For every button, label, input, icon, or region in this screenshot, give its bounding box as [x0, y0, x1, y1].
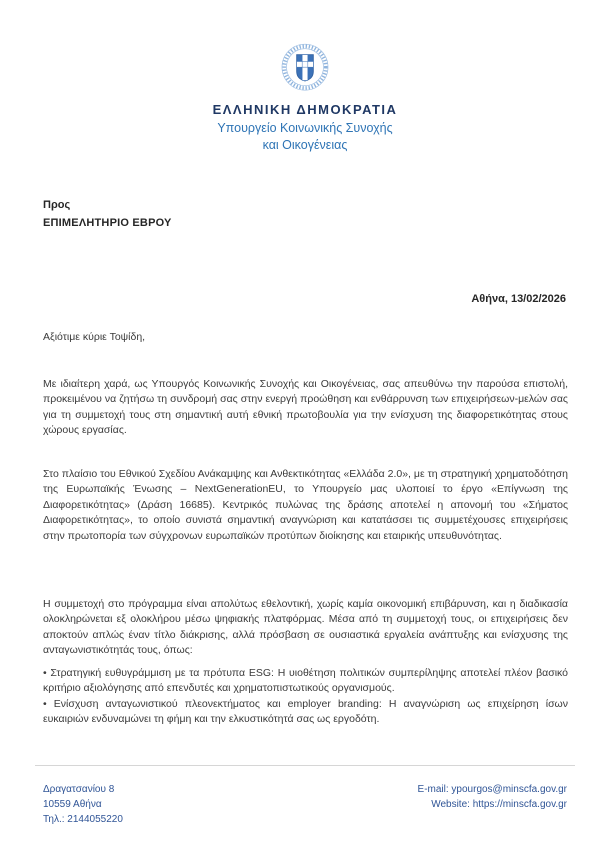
footer-email: E-mail: ypourgos@minscfa.gov.gr — [417, 784, 567, 795]
ministry-name-line2: και Οικογένειας — [262, 138, 348, 152]
footer-divider — [35, 765, 575, 766]
footer-address-line2: 10559 Αθήνα — [43, 799, 102, 810]
footer-phone: Τηλ.: 2144055220 — [43, 814, 123, 825]
bullet-item-esg: • Στρατηγική ευθυγράμμιση με τα πρότυπα ESG: Η υιοθέτηση πολιτικών συμπερίληψης αποτελεί πλέον βασικό κριτήριο αξιολόγησης από επενδυτές και χρηματοπιστωτικούς οργανισμούς. — [43, 667, 568, 695]
greek-coat-of-arms-icon — [280, 41, 330, 95]
recipient-name: ΕΠΙΜΕΛΗΤΗΡΙΟ ΕΒΡΟΥ — [43, 217, 172, 229]
republic-title: ΕΛΛΗΝΙΚΗ ΔΗΜΟΚΡΑΤΙΑ — [212, 102, 398, 117]
footer-address-line1: Δραγατσανίου 8 — [43, 784, 115, 795]
body-paragraph-2: Στο πλαίσιο του Εθνικού Σχεδίου Ανάκαμψης και Ανθεκτικότητας «Ελλάδα 2.0», με τη στρατηγική χρηματοδότηση της Ευρωπαϊκής Ένωσης – NextGenerationEU, το Υπουργείο μας υλοποιεί το έργο «Επίγνωση της Διαφορετικότητας» (Δράση 16685). Κεντρικός πυλώνας της δράσης αποτελεί η απονομή του «Σήματος Διαφορετικότητας», το οποίο συνιστά σημαντική αναγνώριση και κατατάσσει τις συμμετέχουσες επιχειρήσεις στην πρωτοπορία των σύγχρονων ευρωπαϊκών προτύπων διοίκησης και εταιρικής υπευθυνότητας. — [43, 468, 568, 542]
dateline: Αθήνα, 13/02/2026 — [471, 293, 566, 305]
salutation: Αξιότιμε κύριε Τοψίδη, — [43, 331, 146, 343]
body-paragraph-1: Με ιδιαίτερη χαρά, ως Υπουργός Κοινωνικής Συνοχής και Οικογένειας, σας απευθύνω την παρούσα επιστολή, προκειμένου να ζητήσω τη συνδρομή σας στην ενεργή προώθηση και ενθάρρυνση των επιχειρήσεων-μελών σας για τη συμμετοχή τους στη σημαντική αυτή εθνική πρωτοβουλία για την ενίσχυση της διαφορετικότητας στους χώρους εργασίας. — [43, 378, 568, 437]
recipient-label: Προς — [43, 199, 71, 211]
footer-website: Website: https://minscfa.gov.gr — [431, 799, 567, 810]
footer-address-block — [43, 782, 123, 827]
body-paragraph-3: Η συμμετοχή στο πρόγραμμα είναι απολύτως εθελοντική, χωρίς καμία οικονομική επιβάρυνση, και η διαδικασία ολοκληρώνεται εξ ολοκλήρου μέσω ψηφιακής πλατφόρμας. Μέσα από τη συμμετοχή τους, οι επιχειρήσεις δεν αποκτούν απλώς έναν τίτλο διάκρισης, αλλά πρόσβαση σε ουσιαστικά εργαλεία ανάπτυξης και ενίσχυσης της ανταγωνιστικότητάς τους, όπως: — [43, 598, 568, 657]
footer-contact-block — [418, 782, 567, 812]
ministry-name-line1: Υπουργείο Κοινωνικής Συνοχής — [217, 121, 393, 135]
bullet-item-branding: • Ενίσχυση ανταγωνιστικού πλεονεκτήματος και employer branding: Η αναγνώριση ως επιχείρηση ίσων ευκαιριών ενδυναμώνει τη φήμη και την ελκυστικότητά σας ως εργοδότη. — [43, 698, 568, 726]
